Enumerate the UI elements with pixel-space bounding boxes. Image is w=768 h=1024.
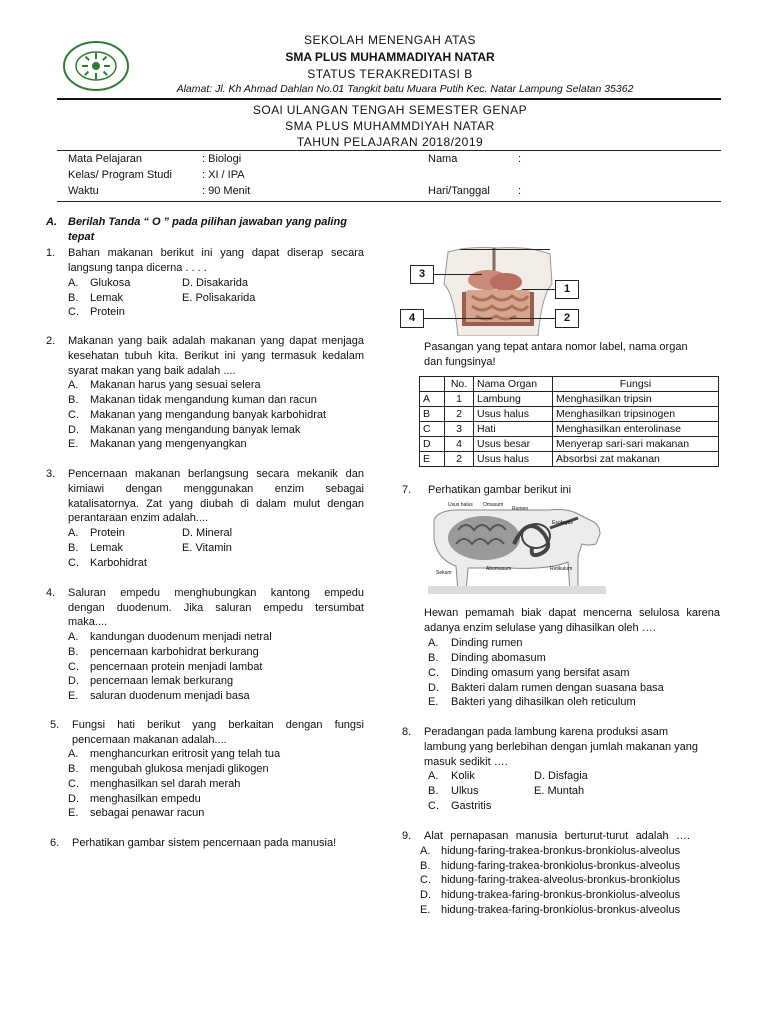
q7-question-cont: adanya enzim selulase yang dihasilkan oleh …. bbox=[424, 622, 656, 634]
subject-label: Mata Pelajaran bbox=[68, 153, 142, 165]
q7-number: 7. bbox=[402, 484, 412, 496]
header-number: No. bbox=[445, 377, 474, 392]
q2-option-a[interactable]: Makanan harus yang sesuai selera bbox=[90, 379, 261, 391]
q8-option-b-letter[interactable]: B. bbox=[428, 785, 439, 797]
q9-option-letter[interactable]: A. bbox=[420, 845, 431, 857]
q9-option-letter[interactable]: D. bbox=[420, 889, 431, 901]
school-address: Alamat: Jl. Kh Ahmad Dahlan No.01 Tangkit batu Muara Putih Kec. Natar Lampung Selatan 35362 bbox=[176, 83, 634, 95]
ruminant-stomach-figure bbox=[428, 500, 606, 594]
name-colon: : bbox=[518, 153, 522, 165]
time-value: : 90 Menit bbox=[202, 185, 251, 197]
q3-text-cont2: katalisatornya. Zat yang diubah di dalam mulut dengan bbox=[68, 498, 364, 510]
q8-text-cont: lambung yang berlebihan dengan jumlah makanan yang bbox=[424, 741, 698, 753]
q4-option-letter[interactable]: A. bbox=[68, 631, 79, 643]
q5-option-a[interactable]: menghancurkan eritrosit yang telah tua bbox=[90, 748, 281, 760]
q1-text-cont: langsung tanpa dicerna . . . . bbox=[68, 262, 207, 274]
q7-question: Hewan pemamah biak dapat mencerna selulosa karena bbox=[424, 607, 720, 619]
table-row[interactable] bbox=[420, 407, 719, 422]
q3-option-e[interactable]: E. Vitamin bbox=[182, 542, 232, 554]
q5-option-letter[interactable]: A. bbox=[68, 748, 79, 760]
q7-option-letter[interactable]: C. bbox=[428, 667, 439, 679]
q3-option-b[interactable]: Lemak bbox=[90, 542, 124, 554]
q1-option-a-letter[interactable]: A. bbox=[68, 277, 79, 289]
q8-option-a[interactable]: Kolik bbox=[451, 770, 475, 782]
q9-option-d[interactable]: hidung-trakea-faring-bronkus-bronkiolus-alveolus bbox=[441, 889, 681, 901]
q8-number: 8. bbox=[402, 726, 412, 738]
q3-option-a[interactable]: Protein bbox=[90, 527, 125, 539]
day-label: Hari/Tanggal bbox=[428, 185, 490, 197]
q3-option-c[interactable]: Karbohidrat bbox=[90, 557, 147, 569]
q7-text: Perhatikan gambar berikut ini bbox=[428, 484, 572, 496]
q5-option-b[interactable]: mengubah glukosa menjadi glikogen bbox=[90, 763, 269, 775]
q9-option-b[interactable]: hidung-faring-trakea-bronkiolus-bronkus-alveolus bbox=[441, 860, 681, 872]
header-function: Fungsi bbox=[553, 377, 719, 392]
q1-option-b-letter[interactable]: B. bbox=[68, 292, 79, 304]
q8-option-d[interactable]: D. Disfagia bbox=[534, 770, 588, 782]
q8-option-a-letter[interactable]: A. bbox=[428, 770, 439, 782]
subject-value: : Biologi bbox=[202, 153, 242, 165]
q9-text: Alat pernapasan manusia berturut-turut adalah …. bbox=[424, 830, 690, 842]
q4-option-d[interactable]: pencernaan lemak berkurang bbox=[90, 675, 234, 687]
time-label: Waktu bbox=[68, 185, 99, 197]
section-letter: A. bbox=[46, 216, 57, 228]
q6-text: Perhatikan gambar sistem pencernaan pada manusia! bbox=[72, 837, 337, 849]
label-line-4 bbox=[422, 318, 492, 319]
q3-option-d[interactable]: D. Mineral bbox=[182, 527, 233, 539]
q1-option-a[interactable]: Glukosa bbox=[90, 277, 131, 289]
q5-option-letter[interactable]: B. bbox=[68, 763, 79, 775]
q4-option-letter[interactable]: D. bbox=[68, 675, 79, 687]
school-type: SEKOLAH MENENGAH ATAS bbox=[303, 33, 477, 47]
q4-text-cont: dengan duodenum. Jika saluran empedu tersumbat bbox=[68, 602, 364, 614]
row-function: Absorbsi zat makanan bbox=[553, 452, 719, 467]
q9-option-letter[interactable]: B. bbox=[420, 860, 431, 872]
cow-label-esofagus: Esofagus bbox=[552, 520, 573, 526]
table-row[interactable] bbox=[420, 392, 719, 407]
q6-number: 6. bbox=[50, 837, 60, 849]
q4-option-b[interactable]: pencernaan karbohidrat berkurang bbox=[90, 646, 259, 658]
q6-prompt: Pasangan yang tepat antara nomor label, nama organ bbox=[424, 341, 688, 353]
q3-text-cont: kimiawi dengan menggunakan enzim sebagai bbox=[68, 483, 364, 495]
exam-year: TAHUN PELAJARAN 2018/2019 bbox=[296, 135, 484, 149]
q2-option-e[interactable]: Makanan yang mengenyangkan bbox=[90, 438, 247, 450]
section-instruction-cont: tepat bbox=[68, 231, 95, 243]
figure-label-3: 3 bbox=[410, 265, 434, 284]
row-option: C bbox=[420, 422, 445, 437]
row-organ: Usus halus bbox=[474, 452, 553, 467]
q2-option-letter[interactable]: D. bbox=[68, 424, 79, 436]
class-value: : XI / IPA bbox=[202, 169, 245, 181]
cow-label-rumen: Rumen bbox=[512, 506, 529, 512]
row-number: 1 bbox=[445, 392, 474, 407]
q3-option-a-letter[interactable]: A. bbox=[68, 527, 79, 539]
header-divider bbox=[57, 98, 721, 100]
table-row[interactable] bbox=[420, 422, 719, 437]
q4-option-c[interactable]: pencernaan protein menjadi lambat bbox=[90, 661, 263, 673]
q5-option-letter[interactable]: D. bbox=[68, 793, 79, 805]
exam-divider-top bbox=[57, 150, 721, 151]
row-number: 4 bbox=[445, 437, 474, 452]
row-option: B bbox=[420, 407, 445, 422]
q8-text-end: masuk sedikit …. bbox=[424, 756, 508, 768]
digestive-system-figure bbox=[438, 244, 558, 336]
row-number: 2 bbox=[445, 407, 474, 422]
q2-option-letter[interactable]: C. bbox=[68, 409, 79, 421]
q9-option-letter[interactable]: E. bbox=[420, 904, 431, 916]
cow-label-usus-halus: Usus halus bbox=[448, 502, 473, 508]
q1-option-e[interactable]: E. Polisakarida bbox=[182, 292, 256, 304]
q1-number: 1. bbox=[46, 247, 56, 259]
q2-option-letter[interactable]: B. bbox=[68, 394, 79, 406]
cow-label-abomasum: Abomasum bbox=[486, 566, 512, 572]
school-name: SMA PLUS MUHAMMADIYAH NATAR bbox=[285, 50, 495, 64]
label-line-top bbox=[460, 249, 550, 250]
q8-option-e[interactable]: E. Muntah bbox=[534, 785, 585, 797]
exam-divider-bottom bbox=[57, 201, 721, 202]
q2-option-c[interactable]: Makanan yang mengandung banyak karbohidrat bbox=[90, 409, 327, 421]
q7-option-letter[interactable]: A. bbox=[428, 637, 439, 649]
q2-option-d[interactable]: Makanan yang mengandung banyak lemak bbox=[90, 424, 301, 436]
cow-label-sekum: Sekum bbox=[436, 570, 452, 576]
q7-option-letter[interactable]: B. bbox=[428, 652, 439, 664]
q5-number: 5. bbox=[50, 719, 60, 731]
q3-text: Pencernaan makanan berlangsung secara mekanik dan bbox=[68, 468, 364, 480]
label-line-2 bbox=[510, 318, 555, 319]
q6-prompt-cont: dan fungsinya! bbox=[424, 356, 496, 368]
q8-option-b[interactable]: Ulkus bbox=[451, 785, 479, 797]
q9-option-a[interactable]: hidung-faring-trakea-bronkus-bronkiolus-alveolus bbox=[441, 845, 681, 857]
row-number: 2 bbox=[445, 452, 474, 467]
cow-label-retikulum: Retikulum bbox=[550, 566, 573, 572]
figure-label-2: 2 bbox=[555, 309, 579, 328]
q1-option-d[interactable]: D. Disakarida bbox=[182, 277, 249, 289]
row-option: E bbox=[420, 452, 445, 467]
q2-text: Makanan yang baik adalah makanan yang dapat menjaga bbox=[68, 335, 364, 347]
q9-option-letter[interactable]: C. bbox=[420, 874, 431, 886]
q2-option-letter[interactable]: A. bbox=[68, 379, 79, 391]
q3-text-end: perantaraan enzim adalah.... bbox=[68, 512, 209, 524]
q7-option-d[interactable]: Bakteri dalam rumen dengan suasana basa bbox=[451, 682, 664, 694]
section-instruction: Berilah Tanda “ O ” pada pilihan jawaban yang paling bbox=[68, 216, 347, 228]
row-function: Menghasilkan enterolinase bbox=[553, 422, 719, 437]
q5-option-d[interactable]: menghasilkan empedu bbox=[90, 793, 201, 805]
name-label: Nama bbox=[428, 153, 458, 165]
q5-text: Fungsi hati berikut yang berkaitan dengan fungsi bbox=[72, 719, 364, 731]
class-label: Kelas/ Program Studi bbox=[68, 169, 172, 181]
row-function: Menyerap sari-sari makanan bbox=[553, 437, 719, 452]
row-organ: Usus halus bbox=[474, 407, 553, 422]
figure-label-1: 1 bbox=[555, 280, 579, 299]
header-organ: Nama Organ bbox=[474, 377, 553, 392]
exam-school: SMA PLUS MUHAMMDIYAH NATAR bbox=[285, 119, 495, 133]
q7-option-b[interactable]: Dinding abomasum bbox=[451, 652, 546, 664]
q2-option-letter[interactable]: E. bbox=[68, 438, 79, 450]
q4-option-e[interactable]: saluran duodenum menjadi basa bbox=[90, 690, 250, 702]
q8-option-c-letter[interactable]: C. bbox=[428, 800, 439, 812]
q4-option-a[interactable]: kandungan duodenum menjadi netral bbox=[90, 631, 272, 643]
cow-label-omasum: Omasum bbox=[483, 502, 504, 508]
row-function: Menghasilkan tripsin bbox=[553, 392, 719, 407]
q1-option-c[interactable]: Protein bbox=[90, 306, 125, 318]
q4-text: Saluran empedu menghubungkan kantong empedu bbox=[68, 587, 364, 599]
q5-option-letter[interactable]: E. bbox=[68, 807, 79, 819]
row-option: D bbox=[420, 437, 445, 452]
table-row[interactable] bbox=[420, 437, 719, 452]
q4-number: 4. bbox=[46, 587, 56, 599]
q2-option-b[interactable]: Makanan tidak mengandung kuman dan racun bbox=[90, 394, 317, 406]
q8-text: Peradangan pada lambung karena produksi asam bbox=[424, 726, 668, 738]
accreditation: STATUS TERAKREDITASI B bbox=[307, 67, 473, 81]
row-number: 3 bbox=[445, 422, 474, 437]
table-row[interactable] bbox=[420, 452, 719, 467]
q1-option-b[interactable]: Lemak bbox=[90, 292, 124, 304]
organ-table bbox=[419, 376, 719, 467]
row-organ: Hati bbox=[474, 422, 553, 437]
row-organ: Lambung bbox=[474, 392, 553, 407]
q3-option-b-letter[interactable]: B. bbox=[68, 542, 79, 554]
organ-table-header bbox=[420, 377, 719, 392]
q4-option-letter[interactable]: B. bbox=[68, 646, 79, 658]
q7-option-e[interactable]: Bakteri yang dihasilkan oleh reticulum bbox=[451, 696, 636, 708]
figure-label-4: 4 bbox=[400, 309, 424, 328]
q5-option-e[interactable]: sebagai penawar racun bbox=[90, 807, 205, 819]
q3-number: 3. bbox=[46, 468, 56, 480]
q9-number: 9. bbox=[402, 830, 412, 842]
q4-option-letter[interactable]: E. bbox=[68, 690, 79, 702]
q7-option-c[interactable]: Dinding omasum yang bersifat asam bbox=[451, 667, 630, 679]
day-colon: : bbox=[518, 185, 522, 197]
label-line-3 bbox=[432, 274, 482, 275]
q2-number: 2. bbox=[46, 335, 56, 347]
q8-option-c[interactable]: Gastritis bbox=[451, 800, 492, 812]
q5-option-c[interactable]: menghasilkan sel darah merah bbox=[90, 778, 241, 790]
q9-option-c[interactable]: hidung-faring-trakea-alveolus-bronkus-bronkiolus bbox=[441, 874, 681, 886]
header-blank bbox=[420, 377, 445, 392]
q7-option-letter[interactable]: D. bbox=[428, 682, 439, 694]
q2-text-cont: kesehatan tubuh kita. Berikut ini yang termasuk kedalam bbox=[68, 350, 364, 362]
q7-option-letter[interactable]: E. bbox=[428, 696, 439, 708]
q5-text-cont: pencernaan makanan adalah.... bbox=[72, 734, 227, 746]
row-function: Menghasilkan tripsinogen bbox=[553, 407, 719, 422]
row-option: A bbox=[420, 392, 445, 407]
q7-option-a[interactable]: Dinding rumen bbox=[451, 637, 523, 649]
q3-option-c-letter[interactable]: C. bbox=[68, 557, 79, 569]
q2-text-end: syarat makan yang baik adalah .... bbox=[68, 365, 236, 377]
label-line-1 bbox=[522, 289, 555, 290]
q1-text: Bahan makanan berikut ini yang dapat diserap secara bbox=[68, 247, 364, 259]
q1-option-c-letter[interactable]: C. bbox=[68, 306, 79, 318]
q4-text-end: maka.... bbox=[68, 616, 108, 628]
exam-title: SOAl ULANGAN TENGAH SEMESTER GENAP bbox=[252, 103, 528, 117]
q5-option-letter[interactable]: C. bbox=[68, 778, 79, 790]
q9-option-e[interactable]: hidung-trakea-faring-bronkiolus-bronkus-alveolus bbox=[441, 904, 681, 916]
row-organ: Usus besar bbox=[474, 437, 553, 452]
q4-option-letter[interactable]: C. bbox=[68, 661, 79, 673]
